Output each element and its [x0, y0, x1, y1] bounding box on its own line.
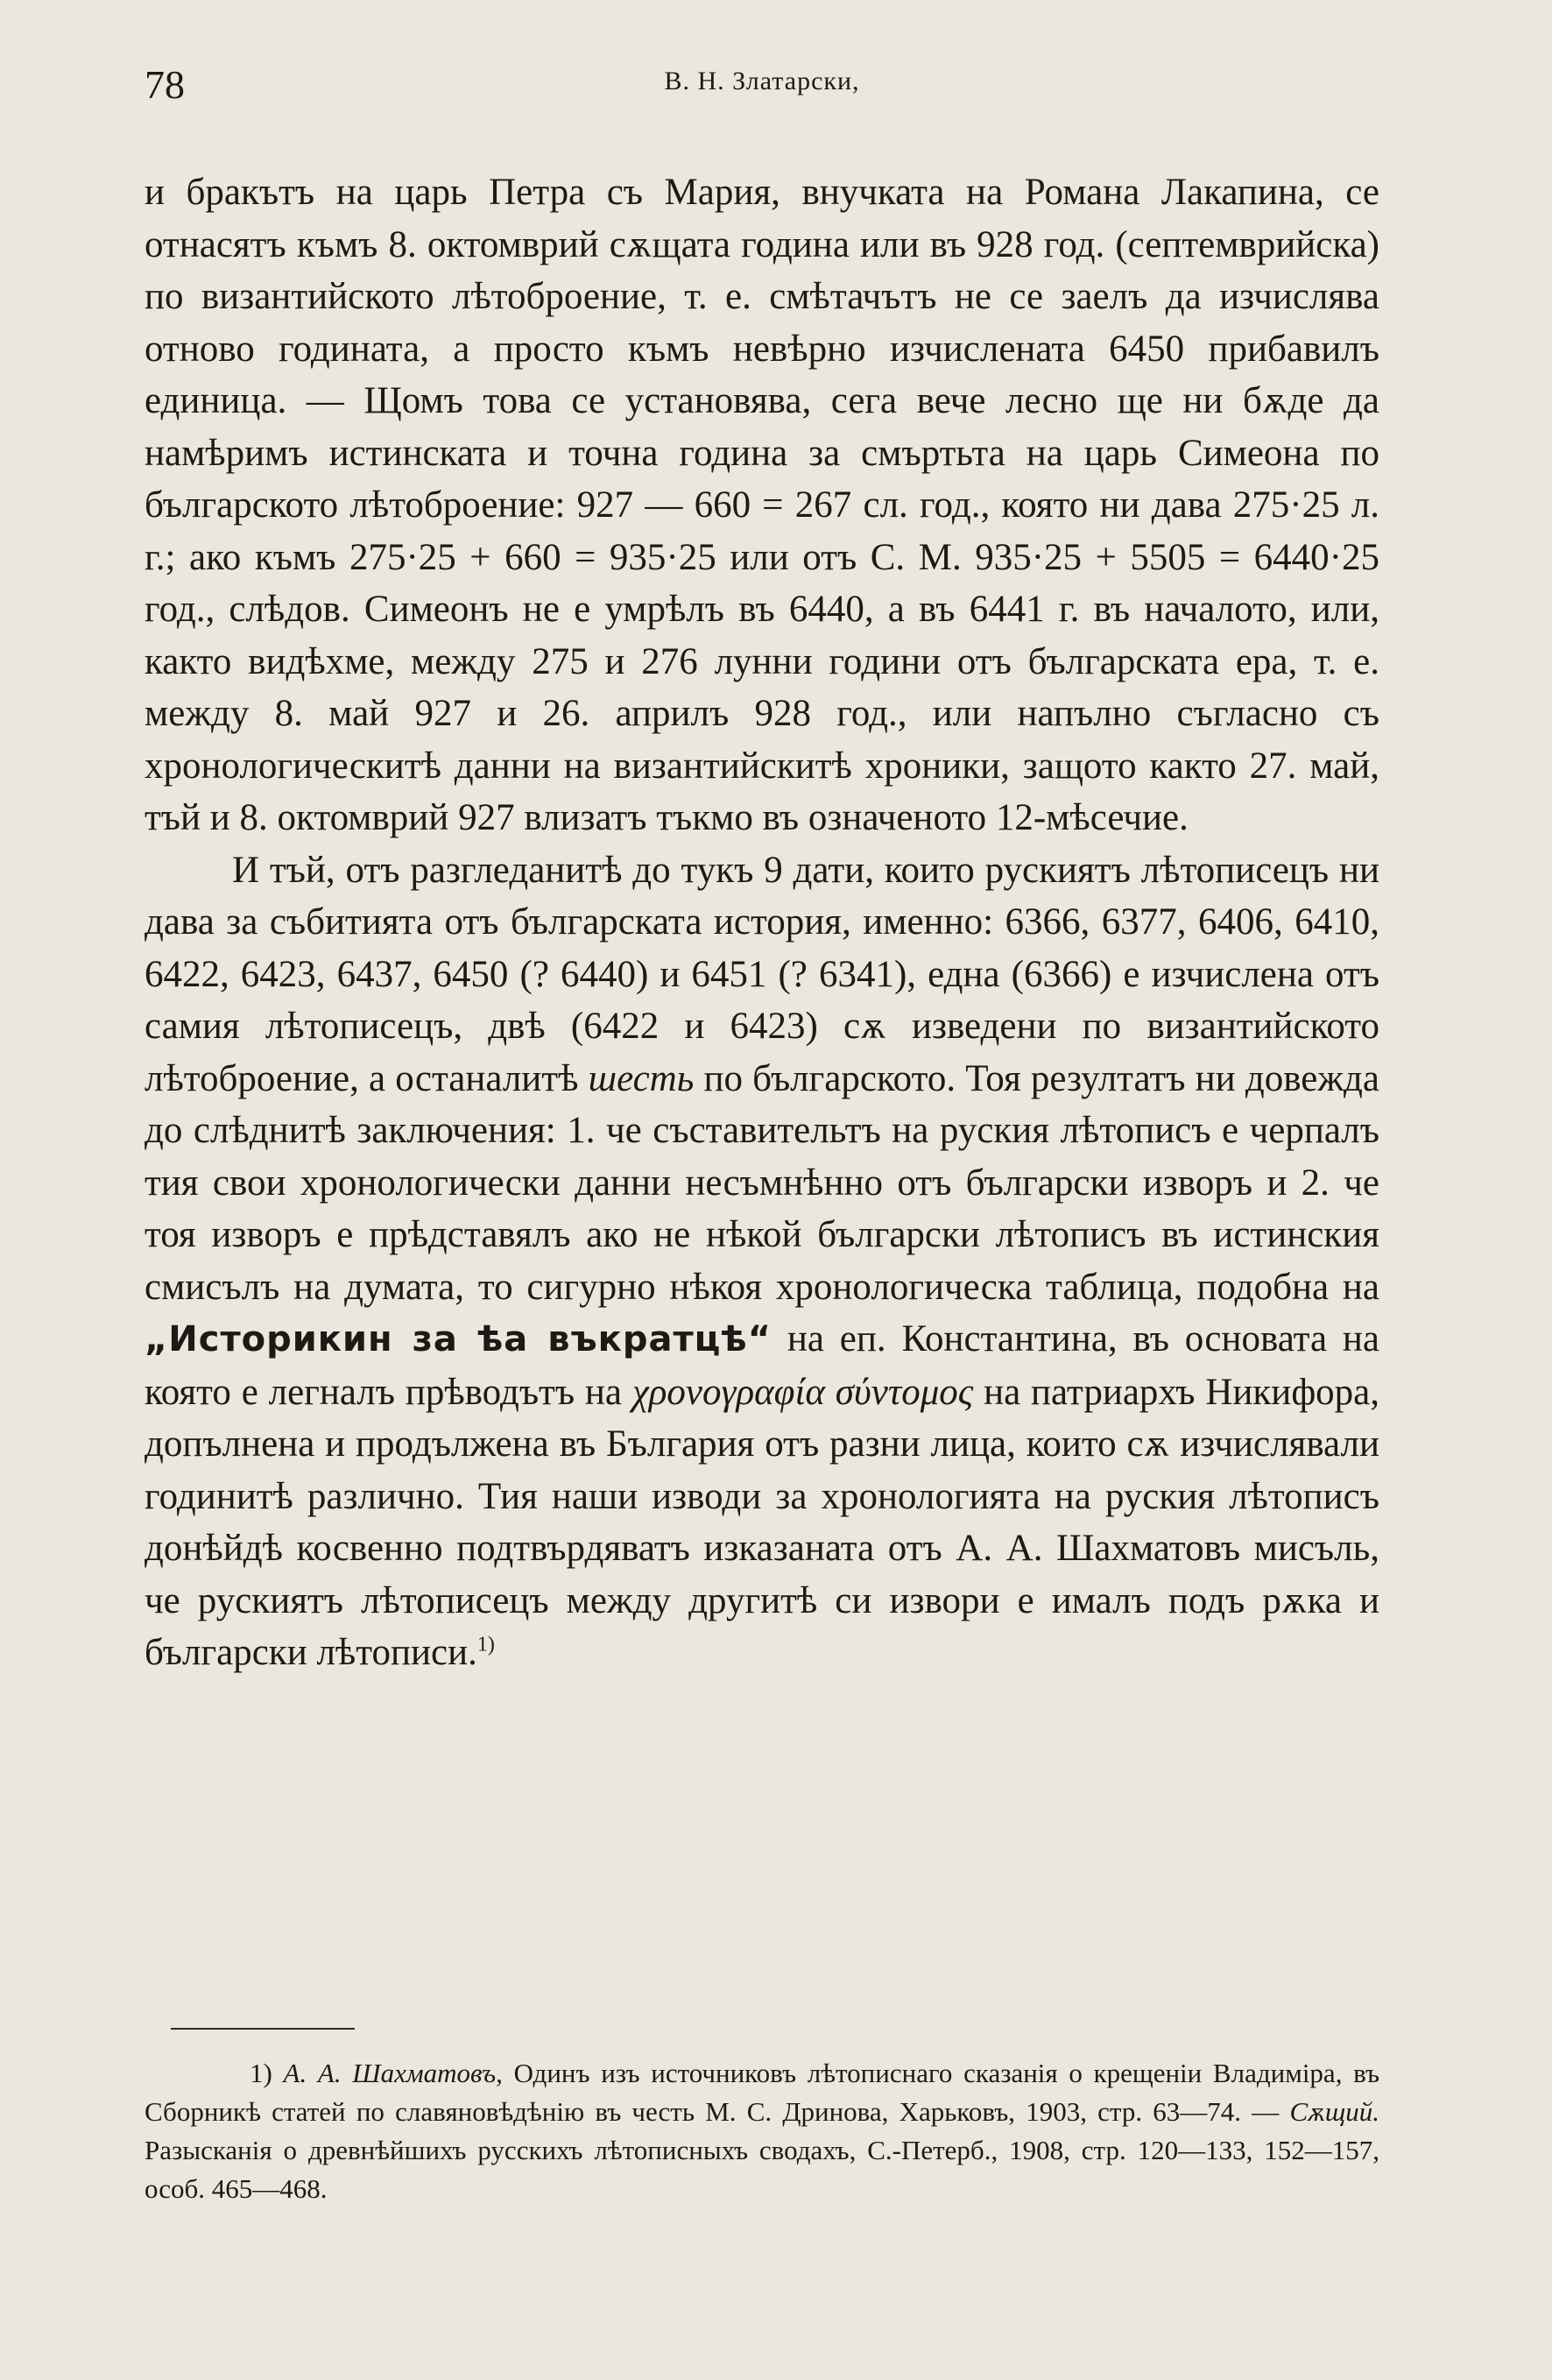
paragraph-2 — [145, 844, 1379, 1679]
italic-word-shest: шесть — [588, 1057, 695, 1099]
footnote-marker: 1) — [250, 2058, 272, 2088]
footnote-author: А. А. Шахматовъ, — [283, 2058, 503, 2088]
paragraph-1 — [145, 166, 1379, 844]
paragraph-1-text: и бракътъ на царь Петра съ Мария, внучката на Романа Лакапина, се отнасятъ къмъ 8. октомврий сѫщата година или въ 928 год. (септемврийска) по византийското лѣтоброение, т. е. смѣтачътъ не се заелъ да изчислява отново годината, а просто къмъ невѣрно изчислената 6450 прибавилъ единица. — Щомъ това се установява, сега вече лесно ще ни бѫде да намѣримъ истинската и точна година за смъртьта на царь Симеона по българското лѣтоброение: 927 — 660 = 267 сл. год., която ни дава 275·25 л. г.; ако къмъ 275·25 + 660 = 935·25 или отъ С. М. 935·25 + 5505 = 6440·25 год., слѣдов. Симеонъ не е умрѣлъ въ 6440, а въ 6441 г. въ началото, или, както видѣхме, между 275 и 276 лунни години отъ българската ера, т. е. между 8. май 927 и 26. априлъ 928 год., или напълно съгласно съ хронологическитѣ данни на византийскитѣ хроники, защото както 27. май, тъй и 8. октомврий 927 влизатъ тъкмо въ означеното 12-мѣсечие. — [145, 172, 1379, 838]
page-header — [145, 61, 1379, 114]
paragraph-2-text-d: на патриархъ Никифора, допълнена и продължена въ България отъ разни лица, които сѫ изчислявали годинитѣ различно. Тия наши изводи за хронологията на руския лѣтописъ донѣйдѣ косвенно подтвърдяватъ изказаната отъ А. А. Шахматовъ мисъль, че рускиятъ лѣтописецъ между другитѣ си извори е ималъ подъ рѫка и български лѣтописи. — [145, 1371, 1380, 1673]
footnote — [145, 2054, 1379, 2208]
footnote-text-a: Одинъ изъ источниковъ лѣтописнаго сказанія о крещеніи Владиміра, въ Сборникѣ статей по славяновѣдѣнію въ честь М. С. Дринова, Харьковъ, 1903, стр. 63—74. — — [145, 2058, 1380, 2127]
footnote-text-b: Разысканія о древнѣйшихъ русскихъ лѣтописныхъ сводахъ, С.-Петерб., 1908, стр. 120—133, 152—157, особ. 465—468. — [145, 2135, 1379, 2204]
body-text — [145, 166, 1379, 1679]
running-head: В. Н. Златарски, — [664, 67, 860, 95]
footnote-author-2: Сѫщий. — [1289, 2096, 1379, 2127]
page-number: 78 — [145, 62, 185, 107]
paragraph-2-text-a: И тъй, отъ разгледанитѣ до тукъ 9 дати, които рускиятъ лѣтописецъ ни дава за събитията отъ българската история, именно: 6366, 6377, 6406, 6410, 6422, 6423, 6437, 6450 (? 6440) и 6451 (? 6341), една (6366) е изчислена отъ самия лѣтописецъ, двѣ (6422 и 6423) сѫ изведени по византийското лѣтоброение, а останалитѣ — [145, 849, 1379, 1099]
greek-title: χρονογραφία σύντομος — [631, 1371, 974, 1413]
church-slavonic-title: „Историкин за ѣа въкратцѣ“ — [145, 1319, 772, 1359]
footnote-reference[interactable]: 1) — [476, 1633, 495, 1656]
paragraph-2-text-b: по българското. Тоя резултатъ ни довежда до слѣднитѣ заключения: 1. че съставительтъ на руския лѣтописъ е черпалъ тия свои хронологически данни несъмнѣнно отъ български изворъ и 2. че тоя изворъ е прѣдставялъ ако не нѣкой български лѣтописъ въ истинския смисълъ на думата, то сигурно нѣкоя хронологическа таблица, подобна на — [145, 1057, 1380, 1308]
paragraph-2-text-c: на еп. Константина, въ основата на която е легналъ прѣводътъ на — [145, 1318, 1379, 1413]
footnote-separator — [171, 2028, 355, 2030]
